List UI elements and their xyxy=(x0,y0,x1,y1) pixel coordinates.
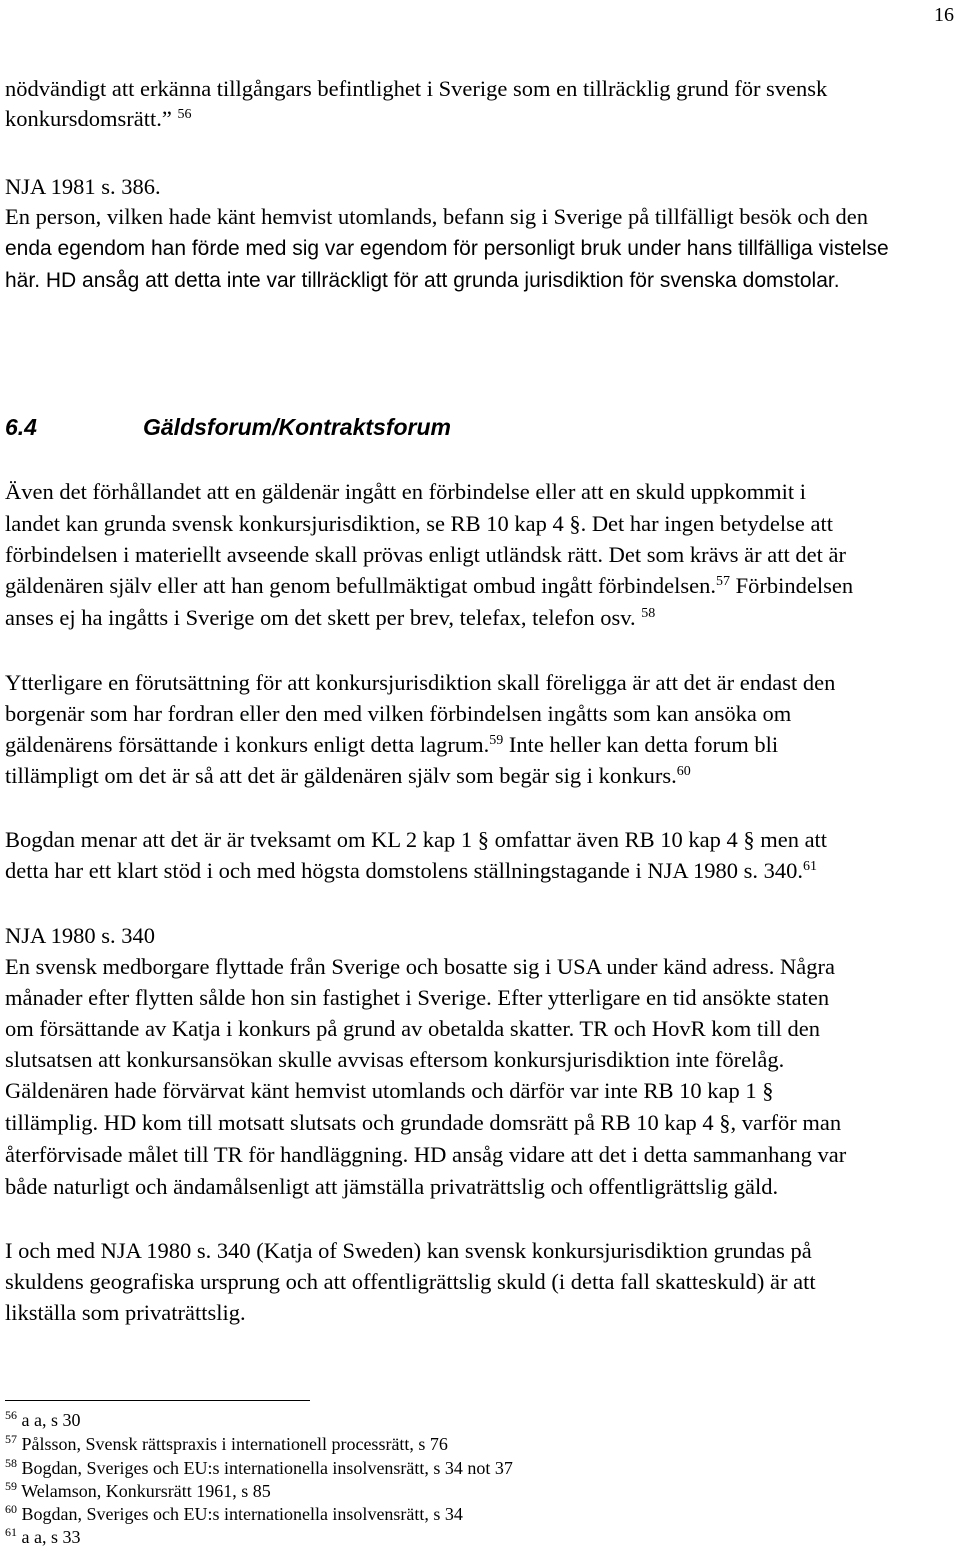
section-title: Gäldsforum/Kontraktsforum xyxy=(143,414,451,440)
case-reference: NJA 1981 s. 386. xyxy=(5,174,161,199)
footnote-separator xyxy=(5,1400,310,1401)
text-line: borgenär som har fordran eller den med vilken förbindelsen ingåtts som kan ansöka om xyxy=(5,701,792,726)
page-number: 16 xyxy=(934,4,954,26)
footnote-number: 56 xyxy=(5,1408,17,1422)
footnote-number: 60 xyxy=(5,1502,17,1516)
text-line: enda egendom han förde med sig var egendom för personligt bruk under hans tillfälliga vistelse xyxy=(5,237,889,260)
footnote-number: 57 xyxy=(5,1432,17,1446)
footnote: $^{56}$ a a, s 30 xyxy=(5,1408,81,1430)
footnote-ref: 61 xyxy=(803,859,818,874)
text-line: gäldenären själv eller att han genom befullmäktigat ombud ingått förbindelsen.$^{57}$ Förbindelsen xyxy=(5,573,854,598)
section-heading xyxy=(5,414,451,441)
footnote-ref: 57 xyxy=(716,574,731,589)
footnote-number: 58 xyxy=(5,1456,17,1470)
text-line: skuldens geografiska ursprung och att offentligrättslig skuld (i detta fall skatteskuld) är att xyxy=(5,1269,816,1294)
text-line: förbindelsen i materiellt avseende skall prövas enligt utländsk rätt. Det som krävs är att det är xyxy=(5,542,846,567)
text-line: I och med NJA 1980 s. 340 (Katja of Sweden) kan svensk konkursjurisdiktion grundas på xyxy=(5,1238,812,1263)
footnote-number: 61 xyxy=(5,1525,17,1539)
text-line: slutsatsen att konkursansökan skulle avvisas eftersom konkursjurisdiktion inte förelåg. xyxy=(5,1047,785,1072)
footnote-number: 59 xyxy=(5,1479,17,1493)
text-line: om försättande av Katja i konkurs på grund av obetalda skatter. TR och HovR kom till den xyxy=(5,1016,821,1041)
footnote-ref: 60 xyxy=(676,764,691,779)
text-line: En svensk medborgare flyttade från Sverige och bosatte sig i USA under känd adress. Några xyxy=(5,954,835,979)
text-line: Även det förhållandet att en gäldenär ingått en förbindelse eller att en skuld uppkommit i xyxy=(5,479,807,504)
footnote-ref: 56 xyxy=(177,107,192,122)
case-reference: NJA 1980 s. 340 xyxy=(5,923,156,948)
footnote: $^{57}$ Pålsson, Svensk rättspraxis i internationell processrätt, s 76 xyxy=(5,1432,448,1454)
text-line: här. HD ansåg att detta inte var tillräckligt för att grunda jurisdiktion för svenska domstolar. xyxy=(5,269,840,292)
footnote: $^{59}$ Welamson, Konkursrätt 1961, s 85 xyxy=(5,1479,271,1501)
text-line: Gäldenären hade förvärvat känt hemvist utomlands och därför var inte RB 10 kap 1 § xyxy=(5,1078,774,1103)
text-line: nödvändigt att erkänna tillgångars befintlighet i Sverige som en tillräcklig grund för svensk xyxy=(5,76,828,101)
footnote-ref: 59 xyxy=(489,733,504,748)
footnote: $^{60}$ Bogdan, Sveriges och EU:s internationella insolvensrätt, s 34 xyxy=(5,1502,463,1524)
text-line: detta har ett klart stöd i och med högsta domstolens ställningstagande i NJA 1980 s. 340.61 xyxy=(5,858,818,883)
text-line: konkursdomsrätt.” $^{56}$ xyxy=(5,106,192,131)
footnote: $^{58}$ Bogdan, Sveriges och EU:s internationella insolvensrätt, s 34 not 37 xyxy=(5,1456,513,1478)
text-line: både naturligt och ändamålsenligt att jämställa privaträttslig och offentligrättslig gäld. xyxy=(5,1174,779,1199)
text-line: gäldenärens försättande i konkurs enligt detta lagrum.$^{59}$ Inte heller kan detta forum bli xyxy=(5,732,779,757)
text-line: anses ej ha ingåtts i Sverige om det skett per brev, telefax, telefon osv. $^{58}$ xyxy=(5,605,656,630)
section-number: 6.4 xyxy=(5,414,37,440)
footnote-ref: 58 xyxy=(641,606,656,621)
text-line: tillämplig. HD kom till motsatt slutsats och grundade domsrätt på RB 10 kap 4 §, varför man xyxy=(5,1110,842,1135)
text-line: månader efter flytten sålde hon sin fastighet i Sverige. Efter ytterligare en tid ansökte staten xyxy=(5,985,830,1010)
text-line: En person, vilken hade känt hemvist utomlands, befann sig i Sverige på tillfälligt besök och den xyxy=(5,204,868,229)
text-line: landet kan grunda svensk konkursjurisdiktion, se RB 10 kap 4 §. Det har ingen betydelse att xyxy=(5,511,833,536)
footnote: $^{61}$ a a, s 33 xyxy=(5,1525,81,1547)
text-line: Ytterligare en förutsättning för att konkursjurisdiktion skall föreligga är att det är endast den xyxy=(5,670,836,695)
text-line: Bogdan menar att det är är tveksamt om KL 2 kap 1 § omfattar även RB 10 kap 4 § men att xyxy=(5,827,828,852)
text-line: likställa som privaträttslig. xyxy=(5,1300,246,1325)
text-line: återförvisade målet till TR för handläggning. HD ansåg vidare att det i detta sammanhang var xyxy=(5,1142,847,1167)
text-line: tillämpligt om det är så att det är gäldenären själv som begär sig i konkurs.$^{60}$ xyxy=(5,763,691,788)
